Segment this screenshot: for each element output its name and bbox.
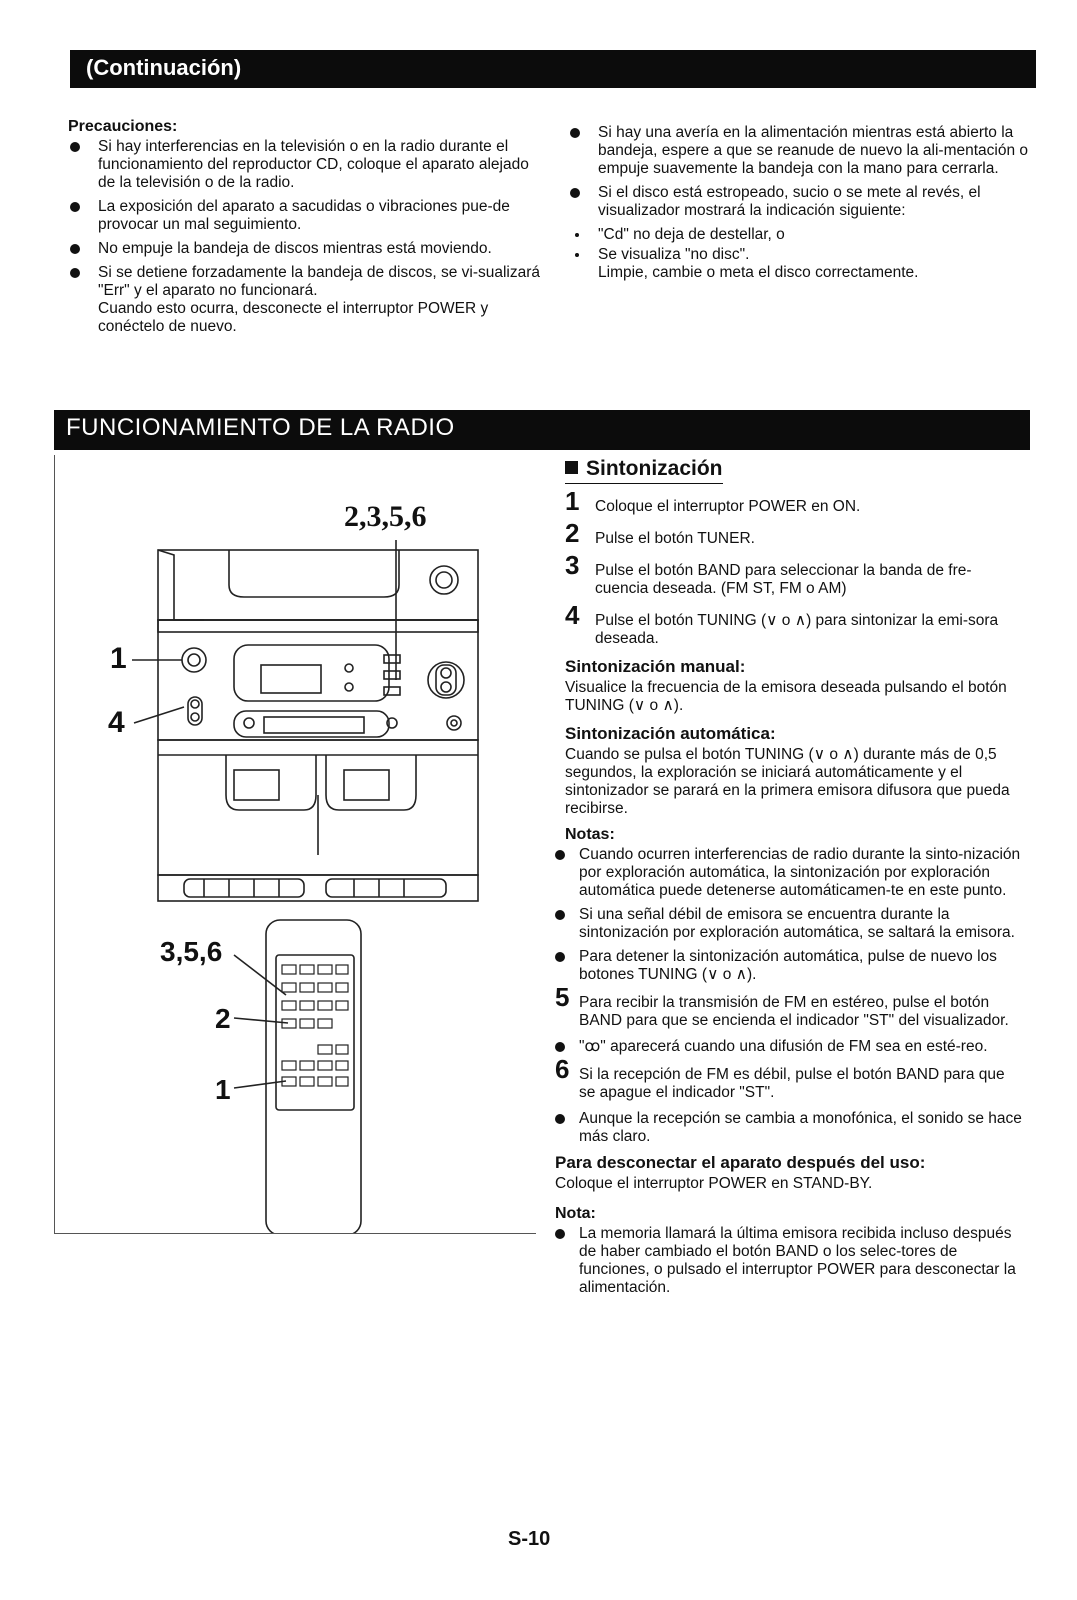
precaution-item: Si hay una avería en la alimentación mientras está abierto la bandeja, espere a que se reanude de nuevo la ali-mentación o empuje suavemente la bandeja con la mano para cerrarla. xyxy=(568,124,1038,178)
tuning-step: 3 Pulse el botón BAND para seleccionar la banda de fre-cuencia deseada. (FM ST, FM o AM) xyxy=(565,550,972,597)
square-bullet-icon xyxy=(565,461,578,474)
nota-title: Nota: xyxy=(555,1205,596,1222)
manual-tuning-title: Sintonización manual: xyxy=(565,657,746,676)
precaution-item: No empuje la bandeja de discos mientras está moviendo. xyxy=(68,240,540,258)
tuning-column xyxy=(555,457,1023,1303)
bullet-icon xyxy=(555,952,565,962)
auto-tuning-text: Cuando se pulsa el botón TUNING (∨ o ∧) durante más de 0,5 segundos, la exploración se iniciará automáticamente y el sintonizador se parará en la primera emisora difusora que pueda recibirse. xyxy=(565,746,1010,817)
note-item: Para detener la sintonización automática, pulse de nuevo los botones TUNING (∨ o ∧). xyxy=(555,948,1023,984)
nota-item: La memoria llamará la última emisora recibida incluso después de haber cambiado el botón BAND o los selec-tores de funciones, o pulsado el interruptor POWER para desconectar la alimentación. xyxy=(555,1225,1023,1297)
tuning-step: 4 Pulse el botón TUNING (∨ o ∧) para sintonizar la emi-sora deseada. xyxy=(565,600,999,647)
stereo-illustration xyxy=(54,455,535,1233)
notes-title: Notas: xyxy=(565,826,615,843)
page-number: S-10 xyxy=(508,1528,551,1550)
small-bullet-icon xyxy=(575,233,579,237)
bullet-icon xyxy=(70,142,80,152)
illustration-label-top: 2,3,5,6 xyxy=(344,500,427,533)
precautions-left-column xyxy=(68,118,540,336)
power-off-text: Coloque el interruptor POWER en STAND-BY. xyxy=(555,1175,873,1192)
illustration-label-4: 4 xyxy=(108,706,125,739)
bullet-icon xyxy=(555,1114,565,1124)
power-off-title: Para desconectar el aparato después del uso: xyxy=(555,1153,926,1172)
tuning-step-5: 5 Para recibir la transmisión de FM en estéreo, pulse el botón BAND para que se encienda el indicador "ST" del visualizador. xyxy=(555,982,1009,1029)
note-item: Si una señal débil de emisora se encuentra durante la sintonización por exploración automática, se saltará la emisora. xyxy=(555,906,1023,942)
precaution-subitem: "Cd" no deja de destellar, o xyxy=(568,226,1038,244)
illustration-label-1: 1 xyxy=(110,642,127,675)
bullet-icon xyxy=(555,1042,565,1052)
tuning-title-wrap xyxy=(565,457,723,484)
precaution-tail: Cuando esto ocurra, desconecte el interruptor POWER y conéctelo de nuevo. xyxy=(98,300,489,335)
precaution-item: La exposición del aparato a sacudidas o vibraciones pue-de provocar un mal seguimiento. xyxy=(68,198,540,234)
precaution-item: Si hay interferencias en la televisión o en la radio durante el funcionamiento del reproductor CD, coloque el aparato alejado de la televisión o de la radio. xyxy=(68,138,540,192)
tuning-step: 2 Pulse el botón TUNER. xyxy=(565,518,755,548)
remote-label-356: 3,5,6 xyxy=(160,936,223,967)
bullet-icon xyxy=(570,128,580,138)
bullet-icon xyxy=(570,188,580,198)
precaution-right-tail: Limpie, cambie o meta el disco correctamente. xyxy=(598,264,919,281)
precautions-title: Precauciones: xyxy=(68,118,178,135)
bullet-icon xyxy=(555,910,565,920)
tuning-title: Sintonización xyxy=(586,457,723,480)
bullet-icon xyxy=(70,244,80,254)
bullet-icon xyxy=(70,202,80,212)
precautions-right-column xyxy=(568,124,1038,282)
manual-tuning-text: Visualice la frecuencia de la emisora deseada pulsando el botón TUNING (∨ o ∧). xyxy=(565,679,1007,714)
continuation-header-title: (Continuación) xyxy=(86,55,242,80)
tuning-step-6: 6 Si la recepción de FM es débil, pulse el botón BAND para que se apague el indicador "ST". xyxy=(555,1054,1005,1101)
precaution-item: Si el disco está estropeado, sucio o se mete al revés, el visualizador mostrará la indicación siguiente: xyxy=(568,184,1038,220)
step6-note: Aunque la recepción se cambia a monofónica, el sonido se hace más claro. xyxy=(555,1110,1023,1146)
bullet-icon xyxy=(555,850,565,860)
note-item: Cuando ocurren interferencias de radio durante la sinto-nización por exploración automática, la sintonización por exploración automática puede detenerse automáticamen-te en este punto. xyxy=(555,846,1023,900)
tuning-step: 1 Coloque el interruptor POWER en ON. xyxy=(565,486,861,516)
remote-label-2: 2 xyxy=(215,1003,231,1034)
precaution-item: Si se detiene forzadamente la bandeja de discos, se vi-sualizará "Err" y el aparato no funcionará. xyxy=(68,264,540,300)
radio-section-title: FUNCIONAMIENTO DE LA RADIO xyxy=(66,414,455,441)
precaution-subitem: Se visualiza "no disc". xyxy=(568,246,1038,264)
small-bullet-icon xyxy=(575,253,579,257)
step5-note: "ꝏ" aparecerá cuando una difusión de FM sea en esté-reo. xyxy=(555,1038,1023,1056)
remote-label-1: 1 xyxy=(215,1074,231,1105)
bullet-icon xyxy=(555,1229,565,1239)
auto-tuning-title: Sintonización automática: xyxy=(565,724,776,743)
bullet-icon xyxy=(70,268,80,278)
